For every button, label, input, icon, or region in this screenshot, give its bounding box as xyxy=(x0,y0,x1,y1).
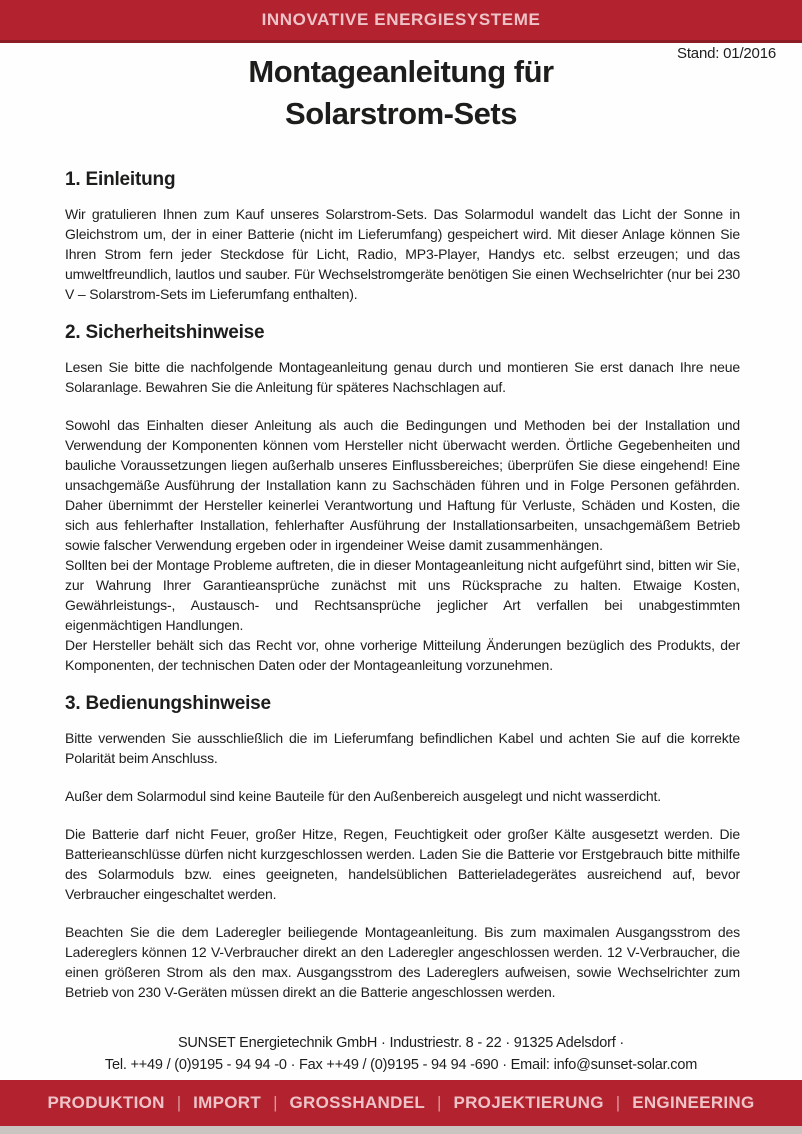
paragraph: Die Batterie darf nicht Feuer, großer Hitze, Regen, Feuchtigkeit oder großer Kälte ausgesetzt werden. Die Batterieanschlüsse dürfen nicht kurzgeschlossen werden. Laden Sie die Batterie vor Erstgebrauch bitte mithilfe des Solarmoduls bzw. eines geeigneten, handelsüblichen Batterieladegerätes ausreichend auf, bevor Verbraucher eingeschaltet werden. xyxy=(65,826,740,902)
section-heading: 3. Bedienungshinweise xyxy=(65,693,271,714)
bottom-brand-banner xyxy=(0,1080,802,1126)
top-brand-banner xyxy=(0,0,802,43)
banner-item-import: IMPORT xyxy=(193,1093,262,1112)
revision-date: Stand: 01/2016 xyxy=(677,45,776,62)
paragraph: Lesen Sie bitte die nachfolgende Montageanleitung genau durch und montieren Sie erst danach Ihre neue Solaranlage. Bewahren Sie die Anleitung für späteres Nachschlagen auf. xyxy=(65,359,740,395)
page-title-line2: Solarstrom-Sets xyxy=(285,96,517,131)
section-heading: 1. Einleitung xyxy=(65,169,176,190)
page-title-line1: Montageanleitung für xyxy=(248,54,554,89)
page-edge-strip xyxy=(0,1126,802,1134)
banner-item-produktion: PRODUKTION xyxy=(47,1093,165,1112)
banner-item-engineering: ENGINEERING xyxy=(632,1093,755,1112)
document-body xyxy=(0,169,802,1002)
paragraph: Außer dem Solarmodul sind keine Bauteile für den Außenbereich ausgelegt und nicht wasserdicht. xyxy=(65,788,662,804)
section-heading: 2. Sicherheitshinweise xyxy=(65,322,265,343)
section-einleitung xyxy=(65,169,740,304)
banner-separator: | xyxy=(437,1093,442,1112)
top-banner-label: INNOVATIVE ENERGIESYSTEME xyxy=(261,10,541,29)
section-sicherheitshinweise xyxy=(65,322,740,675)
paragraph: Beachten Sie die dem Laderegler beiliegende Montageanleitung. Bis zum maximalen Ausgangsstrom des Ladereglers können 12 V-Verbraucher direkt an den Laderegler angeschlossen werden. 12 V-Verbraucher, die einen größeren Strom als den max. Ausgangsstrom des Ladereglers aufweisen, sowie Wechselrichter zum Betrieb von 230 V-Geräten müssen direkt an die Batterie angeschlossen werden. xyxy=(65,924,740,1000)
banner-item-grosshandel: GROSSHANDEL xyxy=(289,1093,426,1112)
paragraph: Sowohl das Einhalten dieser Anleitung als auch die Bedingungen und Methoden bei der Installation und Verwendung der Komponenten können vom Hersteller nicht überwacht werden. Örtliche Gegebenheiten und bauliche Voraussetzungen liegen außerhalb unseres Einflussbereiches; überprüfen Sie diese eingehend! Eine unsachgemäße Ausführung der Installation kann zu Sachschäden führen und in Folge Personen gefährden. Daher übernimmt der Hersteller keinerlei Verantwortung und Haftung für Verluste, Schäden und Kosten, die sich aus fehlerhafter Installation, fehlerhafter Ausführung der Installationsarbeiten, unsachgemäßem Betrieb sowie falscher Verwendung ergeben oder in irgendeiner Weise damit zusammenhängen. xyxy=(65,417,740,553)
company-address-line: SUNSET Energietechnik GmbH · Industriestr. 8 - 22 · 91325 Adelsdorf · xyxy=(177,1035,625,1051)
paragraph: Bitte verwenden Sie ausschließlich die im Lieferumfang befindlichen Kabel und achten Sie auf die korrekte Polarität beim Anschluss. xyxy=(65,730,740,766)
section-bedienungshinweise xyxy=(65,693,740,1002)
paragraph: Wir gratulieren Ihnen zum Kauf unseres Solarstrom-Sets. Das Solarmodul wandelt das Licht der Sonne in Gleichstrom um, der in einer Batterie (nicht im Lieferumfang) gespeichert wird. Mit dieser Anlage können Sie Ihren Strom fern jeder Steckdose für Licht, Radio, MP3-Player, Handys etc. selbst erzeugen; und das umweltfreundlich, lautlos und sauber. Für Wechselstromgeräte benötigen Sie einen Wechselrichter (nur bei 230 V – Solarstrom-Sets im Lieferumfang enthalten). xyxy=(65,206,740,302)
banner-separator: | xyxy=(615,1093,621,1112)
company-footer xyxy=(0,1032,802,1076)
banner-separator: | xyxy=(176,1093,182,1112)
paragraph: Der Hersteller behält sich das Recht vor, ohne vorherige Mitteilung Änderungen bezüglich des Produkts, der Komponenten, der technischen Daten oder der Montageanleitung vorzunehmen. xyxy=(65,637,740,673)
banner-item-projektierung: PROJEKTIERUNG xyxy=(453,1093,604,1112)
company-contact-line: Tel. ++49 / (0)9195 - 94 94 -0 · Fax ++49 / (0)9195 - 94 94 -690 · Email: info@sunset-solar.com xyxy=(104,1057,698,1073)
page-title xyxy=(0,51,802,135)
banner-separator: | xyxy=(273,1093,278,1112)
paragraph: Sollten bei der Montage Probleme auftreten, die in dieser Montageanleitung nicht aufgeführt sind, bitten wir Sie, zur Wahrung Ihrer Garantieansprüche zunächst mit uns Rücksprache zu halten. Etwaige Kosten, Gewährleistungs-, Austausch- und Rechtsansprüche jeglicher Art verfallen bei unabgestimmten eigenmächtigen Handlungen. xyxy=(65,557,740,633)
